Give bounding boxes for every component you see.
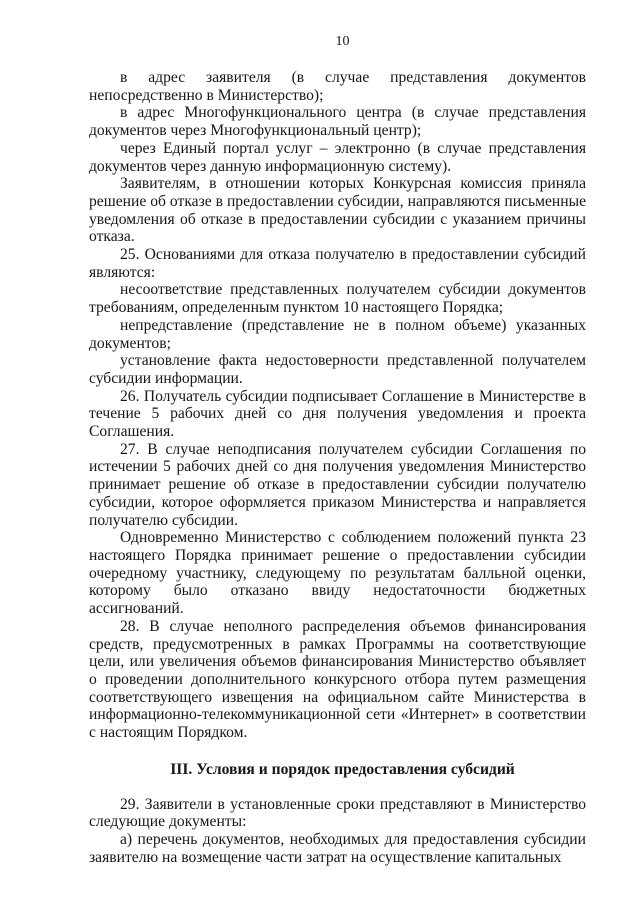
paragraph-25-nonsubmission: непредставление (представление не в полном объеме) указанных документов; (89, 316, 586, 352)
paragraph-refusal-notice: Заявителям, в отношении которых Конкурсная комиссия приняла решение об отказе в предоставлении субсидии, направляются письменные уведомления об отказе в предоставлении субсидии с указанием причины отказа. (89, 175, 586, 246)
paragraph-single-portal: через Единый портал услуг – электронно (в случае представления документов через данную информационную систему). (89, 139, 586, 175)
page-number: 10 (335, 34, 350, 49)
paragraph-address-applicant: в адрес заявителя (в случае представления документов непосредственно в Министерство); (89, 69, 586, 104)
paragraph-address-mfc: в адрес Многофункционального центра (в случае представления документов через Многофункциональный центр); (89, 104, 586, 140)
paragraph-29-a: а) перечень документов, необходимых для предоставления субсидии заявителю на возмещение части затрат на осуществление капитальных (89, 831, 586, 866)
paragraph-25-nonconformity: несоответствие представленных получателем субсидии документов требованиям, определенным пунктом 10 настоящего Порядка; (89, 281, 586, 317)
section-heading: III. Условия и порядок предоставления субсидий (170, 760, 515, 778)
paragraph-27-simultaneously: Одновременно Министерство с соблюдением положений пункта 23 настоящего Порядка принимает решение о предоставлении субсидии очередному участнику, следующему по результатам балльной оценки, которому было отказано ввиду недостаточности бюджетных ассигнований. (89, 529, 586, 618)
paragraph-28: 28. В случае неполного распределения объемов финансирования средств, предусмотренных в рамках Программы на соответствующие цели, или увеличения объемов финансирования Министерство объявляет о проведении дополнительного конкурсного отбора путем размещения соответствующего извещения на официальном сайте Министерства в информационно-телекоммуникационной сети «Интернет» в соответствии с настоящим Порядком. (89, 617, 586, 742)
paragraph-27: 27. В случае неподписания получателем субсидии Соглашения по истечении 5 рабочих дней со дня получения уведомления Министерство принимает решение об отказе в предоставлении субсидии получателю субсидии, которое оформляется приказом Министерства и направляется получателю субсидии. (89, 440, 586, 529)
paragraph-29: 29. Заявители в установленные сроки представляют в Министерство следующие документы: (89, 795, 586, 831)
paragraph-25: 25. Основаниями для отказа получателю в предоставлении субсидий являются: (89, 246, 586, 281)
paragraph-26: 26. Получатель субсидии подписывает Соглашение в Министерстве в течение 5 рабочих дней со дня получения уведомления и проекта Соглашения. (89, 387, 586, 441)
paragraph-25-inaccuracy: установление факта недостоверности представленной получателем субсидии информации. (89, 352, 586, 387)
